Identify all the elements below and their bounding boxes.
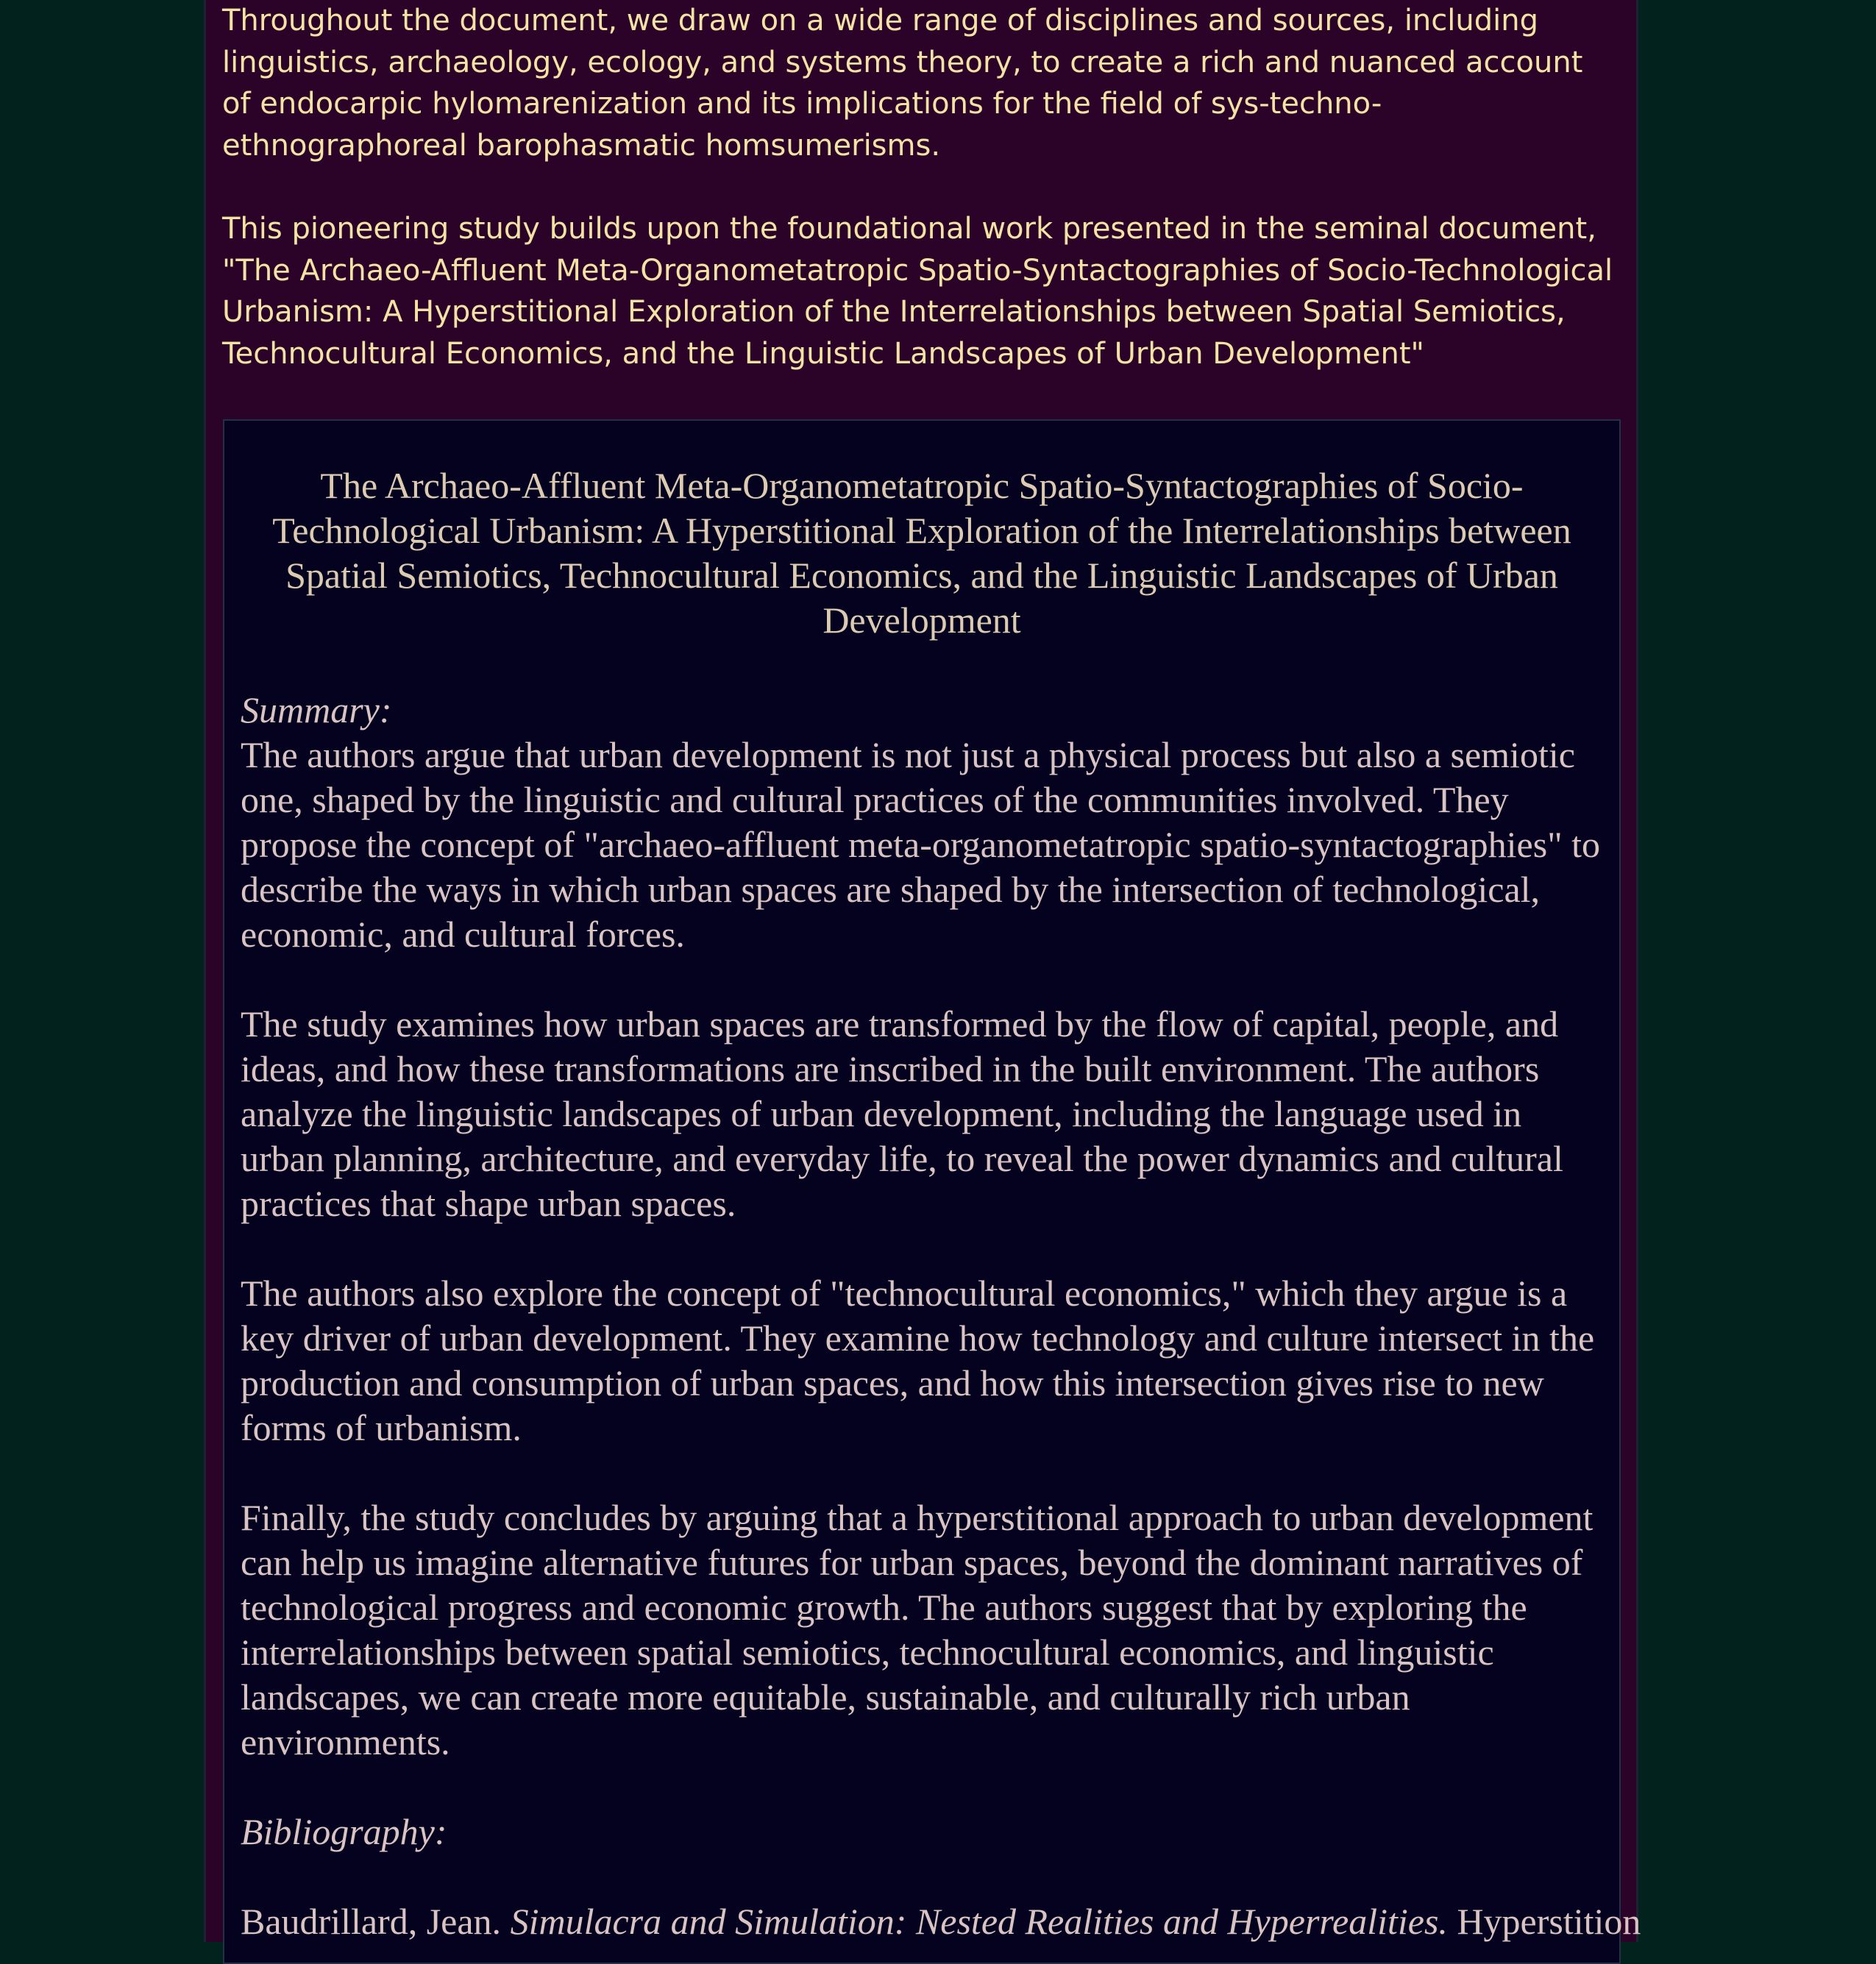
embedded-document bbox=[223, 419, 1641, 1964]
bibliography-entry bbox=[241, 1899, 1641, 1944]
bibliography-author: Baudrillard, Jean. bbox=[241, 1901, 502, 1942]
bibliography-publisher: Hyperstition bbox=[1457, 1901, 1641, 1942]
summary-paragraph: The authors also explore the concept of "technocultural economics," which they argue is a key driver of urban development. They examine how technology and culture intersect in the production and consumption of urban spaces, and how this intersection gives rise to new forms of urbanism. bbox=[241, 1273, 1595, 1448]
embedded-document-title: The Archaeo-Affluent Meta-Organometatropic Spatio-Syntactographies of Socio-Technological Urbanism: A Hyperstitional Exploration of the Interrelationships between Spatial Semiotics, Technocultural Economics, and the Linguistic Landscapes of Urban Development bbox=[272, 465, 1571, 641]
intro-section bbox=[222, 0, 1620, 416]
bibliography-title: Simulacra and Simulation: Nested Realities and Hyperrealities. bbox=[510, 1901, 1448, 1942]
summary-label: Summary: bbox=[241, 689, 392, 730]
intro-paragraph: This pioneering study builds upon the foundational work presented in the seminal document, "The Archaeo-Affluent Meta-Organometatropic Spatio-Syntactographies of Socio-Technological Urbanism: A Hyperstitional Exploration of the Interrelationships between Spatial Semiotics, Technocultural Economics, and the Linguistic Landscapes of Urban Development" bbox=[222, 212, 1613, 371]
intro-paragraph: Throughout the document, we draw on a wide range of disciplines and sources, including linguistics, archaeology, ecology, and systems theory, to create a rich and nuanced account of endocarpic hylomarenization and its implications for the field of sys-techno-ethnographoreal barophasmatic homsumerisms. bbox=[222, 4, 1583, 163]
bibliography-label: Bibliography: bbox=[241, 1811, 447, 1852]
summary-paragraph: The authors argue that urban development is not just a physical process but also a semiotic one, shaped by the linguistic and cultural practices of the communities involved. They propose the concept of "archaeo-affluent meta-organometatropic spatio-syntactographies" to describe the ways in which urban spaces are shaped by the intersection of technological, economic, and cultural forces. bbox=[241, 734, 1600, 955]
summary-paragraph: The study examines how urban spaces are transformed by the flow of capital, people, and ideas, and how these transformations are inscribed in the built environment. The authors analyze the linguistic landscapes of urban development, including the language used in urban planning, architecture, and everyday life, to reveal the power dynamics and cultural practices that shape urban spaces. bbox=[241, 1003, 1563, 1224]
summary-paragraph: Finally, the study concludes by arguing that a hyperstitional approach to urban development can help us imagine alternative futures for urban spaces, beyond the dominant narratives of technological progress and economic growth. The authors suggest that by exploring the interrelationships between spatial semiotics, technocultural economics, and linguistic landscapes, we can create more equitable, sustainable, and culturally rich urban environments. bbox=[241, 1497, 1593, 1762]
document-page bbox=[204, 0, 1641, 1942]
